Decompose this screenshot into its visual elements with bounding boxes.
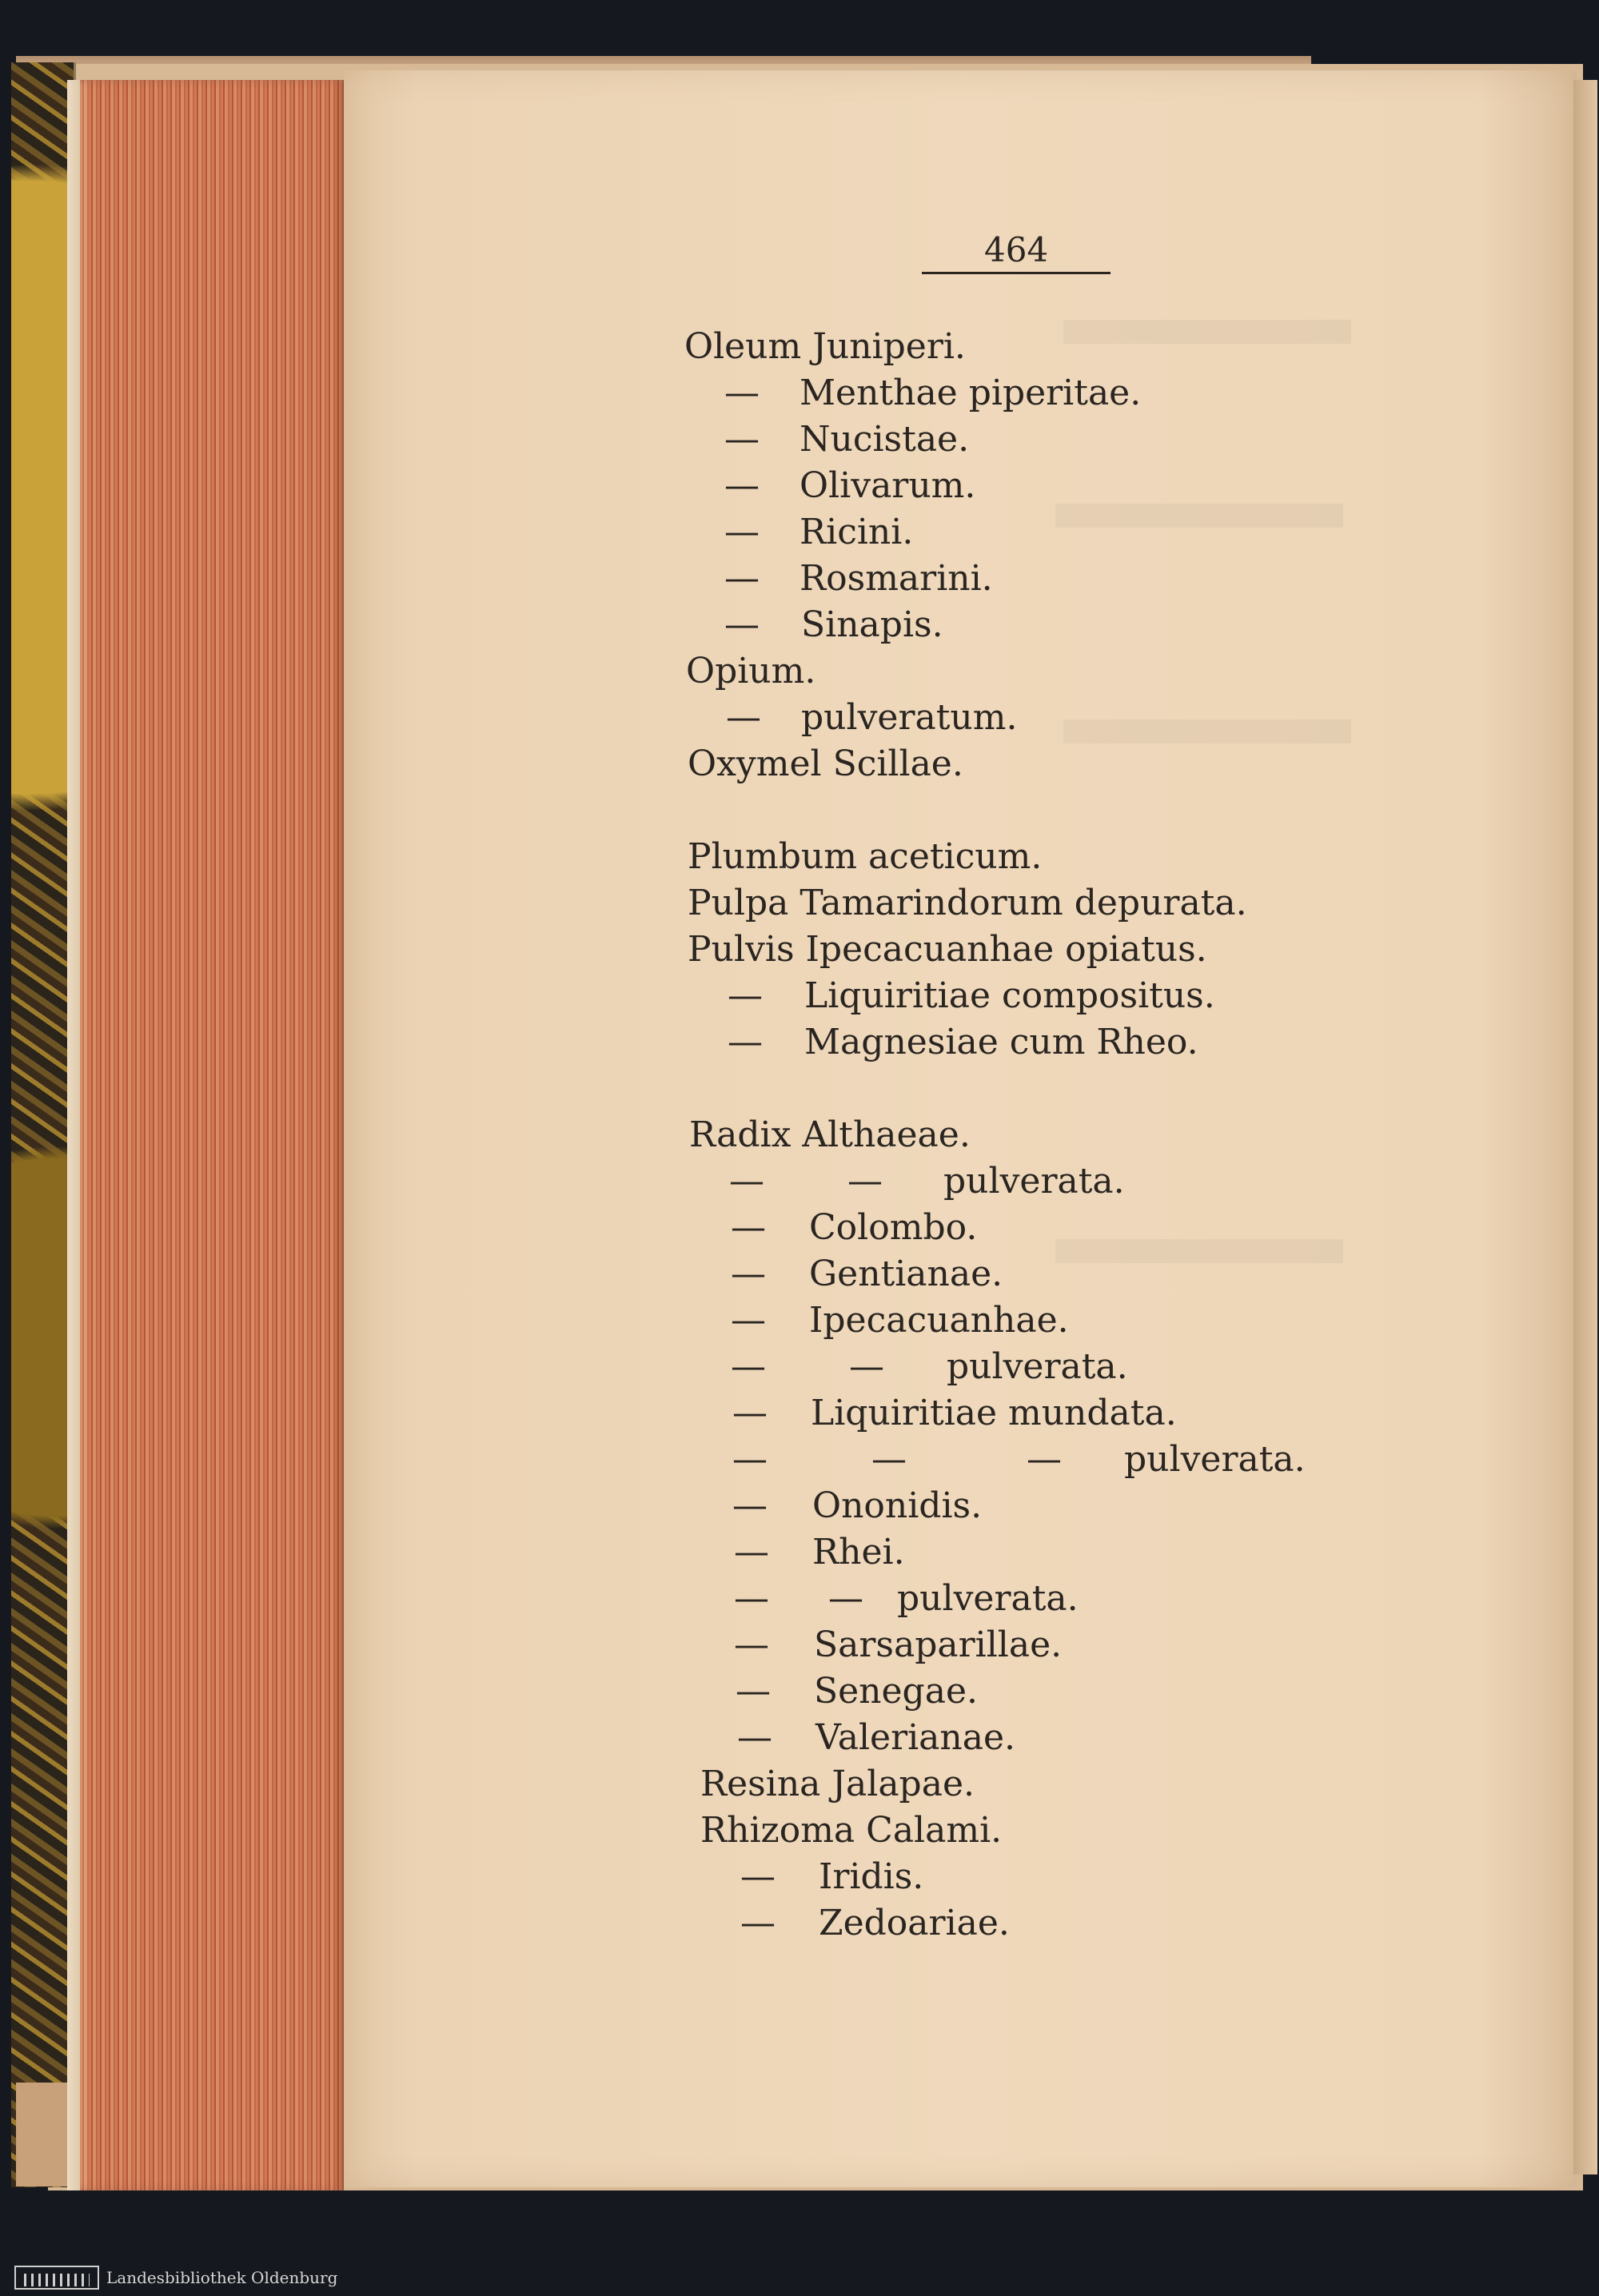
- entry: pulverata.: [943, 1161, 1125, 1202]
- entry: Nucistae.: [800, 419, 970, 460]
- entry: Ipecacuanhae.: [809, 1300, 1069, 1341]
- ditto-mark: —: [737, 1717, 772, 1758]
- bleed-through: [1063, 719, 1351, 743]
- entry: Oxymel Scillae.: [688, 743, 963, 784]
- ditto-mark: —: [731, 1254, 766, 1294]
- ditto-mark: —: [736, 1671, 771, 1712]
- ditto-mark: —: [724, 465, 760, 506]
- entry: pulverata.: [1124, 1439, 1306, 1480]
- bleed-through: [1055, 504, 1343, 528]
- ditto-mark: —: [732, 1439, 768, 1480]
- entry: Menthae piperitae.: [800, 373, 1142, 413]
- entry: pulveratum.: [801, 697, 1018, 738]
- entry: Pulpa Tamarindorum depurata.: [688, 883, 1247, 923]
- marbled-cover-edge: [11, 62, 76, 2187]
- entry: Olivarum.: [800, 465, 976, 506]
- entry: Oleum Juniperi.: [684, 326, 966, 367]
- ditto-mark: —: [724, 558, 760, 599]
- entry: Rhizoma Calami.: [700, 1810, 1003, 1851]
- entry: pulverata.: [897, 1578, 1079, 1619]
- entry: Colombo.: [809, 1207, 978, 1248]
- entry: Magnesiae cum Rheo.: [804, 1022, 1198, 1062]
- ditto-mark: —: [732, 1485, 768, 1526]
- ditto-mark: —: [729, 1161, 764, 1202]
- ditto-mark: —: [871, 1439, 907, 1480]
- ditto-mark: —: [724, 419, 760, 460]
- entry: Radix Althaeae.: [689, 1114, 971, 1155]
- entry: Rosmarini.: [800, 558, 993, 599]
- ditto-mark: —: [724, 604, 760, 645]
- entry: Opium.: [686, 651, 816, 692]
- entry: Iridis.: [819, 1856, 924, 1897]
- entry: Resina Jalapae.: [700, 1764, 975, 1804]
- ditto-mark: —: [724, 373, 760, 413]
- ditto-mark: —: [828, 1578, 863, 1619]
- entry: Ononidis.: [812, 1485, 983, 1526]
- entry: Gentianae.: [809, 1254, 1003, 1294]
- ditto-mark: —: [1027, 1439, 1062, 1480]
- entry: Pulvis Ipecacuanhae opiatus.: [688, 929, 1207, 970]
- ditto-mark: —: [734, 1578, 769, 1619]
- ditto-mark: —: [732, 1393, 768, 1433]
- ditto-mark: —: [740, 1856, 776, 1897]
- entry: Valerianae.: [815, 1717, 1016, 1758]
- bleed-through: [1063, 320, 1351, 344]
- entry: pulverata.: [947, 1346, 1128, 1387]
- ditto-mark: —: [728, 1022, 763, 1062]
- entry: Senegae.: [814, 1671, 978, 1712]
- entry: Liquiritiae mundata.: [811, 1393, 1177, 1433]
- ditto-mark: —: [724, 512, 760, 552]
- entry: Liquiritiae compositus.: [804, 975, 1215, 1016]
- library-logo-icon: [14, 2266, 99, 2290]
- page-number-rule: [922, 272, 1111, 274]
- entry: Plumbum aceticum.: [688, 836, 1043, 877]
- entry: Sarsaparillae.: [814, 1624, 1063, 1665]
- ditto-mark: —: [728, 975, 763, 1016]
- ditto-mark: —: [726, 697, 761, 738]
- next-page-edge: [1573, 80, 1597, 2174]
- entry: Zedoariae.: [819, 1903, 1010, 1943]
- entry: Rhei.: [812, 1532, 905, 1573]
- ditto-mark: —: [849, 1346, 884, 1387]
- ditto-mark: —: [731, 1300, 766, 1341]
- ditto-mark: —: [731, 1207, 766, 1248]
- entry: Sinapis.: [801, 604, 943, 645]
- ditto-mark: —: [847, 1161, 883, 1202]
- ditto-mark: —: [740, 1903, 776, 1943]
- library-name: Landesbibliothek Oldenburg: [106, 2268, 338, 2287]
- page-edges-stack: [80, 80, 344, 2190]
- page-number: 464: [984, 230, 1049, 269]
- bleed-through: [1055, 1239, 1343, 1263]
- ditto-mark: —: [734, 1532, 769, 1573]
- ditto-mark: —: [731, 1346, 766, 1387]
- entry: Ricini.: [800, 512, 914, 552]
- ditto-mark: —: [734, 1624, 769, 1665]
